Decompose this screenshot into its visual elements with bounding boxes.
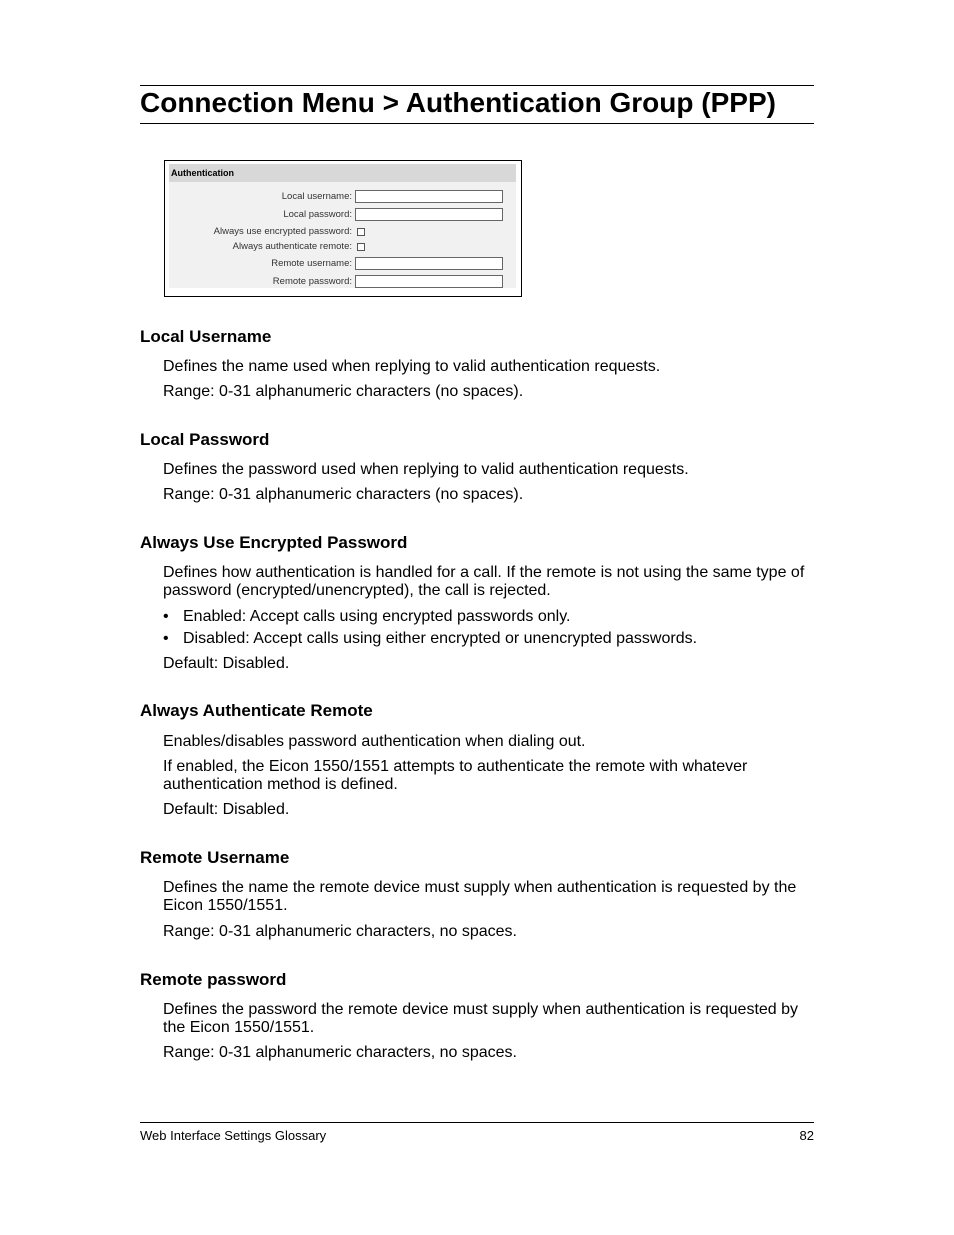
- encrypted-password-row: [169, 224, 516, 240]
- remote-username-range: Range: 0-31 alphanumeric characters, no spaces.: [163, 923, 517, 940]
- authenticate-remote-default: Default: Disabled.: [163, 801, 290, 818]
- local-password-heading: Local Password: [140, 430, 270, 449]
- local-password-row: [169, 207, 516, 223]
- encrypted-password-heading: Always Use Encrypted Password: [140, 533, 408, 552]
- local-password-range: Range: 0-31 alphanumeric characters (no spaces).: [163, 486, 524, 503]
- title-rule-bottom: [140, 123, 814, 124]
- remote-username-label: Remote username:: [271, 258, 352, 269]
- local-username-heading: Local Username: [140, 327, 272, 346]
- remote-username-description: Defines the name the remote device must supply when authentication is requested by the Eicon 1550/1551.: [163, 879, 797, 914]
- remote-username-row: [169, 256, 516, 272]
- footer-rule: [140, 1122, 814, 1123]
- panel-header: Authentication: [169, 164, 516, 182]
- local-username-row: [169, 189, 516, 205]
- encrypted-password-checkbox[interactable]: [357, 228, 365, 236]
- authenticate-remote-description: Enables/disables password authentication when dialing out.: [163, 733, 586, 750]
- authentication-screenshot: [164, 160, 522, 297]
- remote-password-row: [169, 274, 516, 290]
- encrypted-password-default: Default: Disabled.: [163, 655, 290, 672]
- page-number: 82: [799, 1128, 814, 1143]
- local-password-description: Defines the password used when replying to valid authentication requests.: [163, 461, 689, 478]
- authenticate-remote-heading: Always Authenticate Remote: [140, 701, 373, 720]
- bullet-text: Disabled: Accept calls using either encrypted or unencrypted passwords.: [183, 630, 698, 647]
- remote-password-heading: Remote password: [140, 970, 287, 989]
- local-username-input[interactable]: [355, 190, 503, 203]
- page-title: Connection Menu > Authentication Group (PPP): [140, 87, 776, 118]
- authentication-panel: [169, 164, 516, 288]
- authenticate-remote-row: [169, 239, 516, 255]
- encrypted-password-label: Always use encrypted password:: [213, 226, 352, 237]
- remote-password-range: Range: 0-31 alphanumeric characters, no spaces.: [163, 1044, 517, 1061]
- bullet-symbol: •: [163, 608, 169, 625]
- local-username-label: Local username:: [281, 191, 352, 202]
- authenticate-remote-label: Always authenticate remote:: [232, 241, 352, 252]
- local-password-input[interactable]: [355, 208, 503, 221]
- bullet-symbol: •: [163, 630, 169, 647]
- encrypted-password-description: Defines how authentication is handled for a call. If the remote is not using the same type of password (encrypted/unencrypted), the call is rejected.: [163, 564, 805, 599]
- remote-username-heading: Remote Username: [140, 848, 290, 867]
- remote-password-description: Defines the password the remote device must supply when authentication is requested by the Eicon 1550/1551.: [163, 1001, 799, 1036]
- local-username-range: Range: 0-31 alphanumeric characters (no spaces).: [163, 383, 524, 400]
- footer-title: Web Interface Settings Glossary: [140, 1128, 327, 1143]
- remote-username-input[interactable]: [355, 257, 503, 270]
- local-username-description: Defines the name used when replying to valid authentication requests.: [163, 358, 661, 375]
- remote-password-input[interactable]: [355, 275, 503, 288]
- authenticate-remote-checkbox[interactable]: [357, 243, 365, 251]
- local-password-label: Local password:: [283, 209, 352, 220]
- remote-password-label: Remote password:: [272, 276, 352, 287]
- authenticate-remote-details: If enabled, the Eicon 1550/1551 attempts to authenticate the remote with whatever authentication method is defined.: [163, 758, 748, 793]
- bullet-text: Enabled: Accept calls using encrypted passwords only.: [183, 608, 571, 625]
